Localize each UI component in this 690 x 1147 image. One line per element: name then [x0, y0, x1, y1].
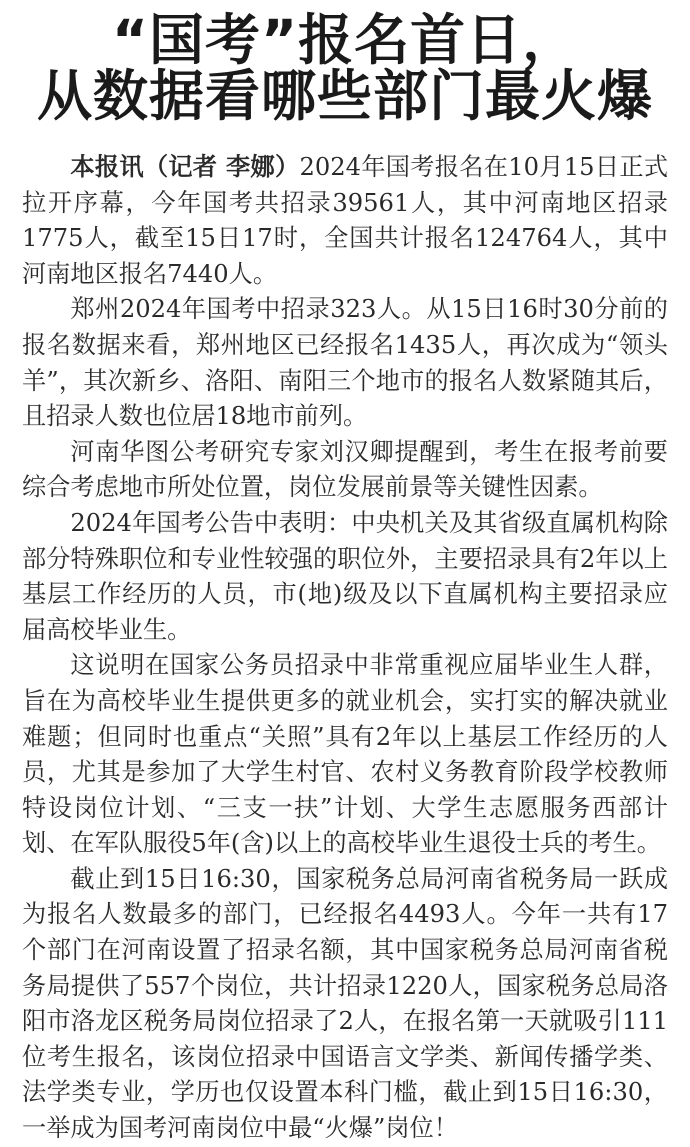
paragraph-3: 河南华图公考研究专家刘汉卿提醒到，考生在报考前要综合考虑地市所处位置，岗位发展前景等关键性因素。	[22, 437, 668, 502]
paragraph-1	[22, 150, 668, 292]
paragraph-5: 这说明在国家公务员招录中非常重视应届毕业生人群，旨在为高校毕业生提供更多的就业机会，实打实的解决就业难题；但同时也重点“关照”具有2年以上基层工作经历的人员，尤其是参加了大学生村官、农村义务教育阶段学校教师特设岗位计划、“三支一扶”计划、大学生志愿服务西部计划、在军队服役5年(含)以上的高校毕业生退役士兵的考生。	[22, 651, 668, 858]
headline-line-2: 从数据看哪些部门最火爆	[36, 64, 653, 128]
paragraph-1-text: 2024年国考报名在10月15日正式拉开序幕，今年国考共招录39561人，其中河南地区招录1775人，截至15日17时，全国共计报名124764人，其中河南地区报名7440人。	[22, 153, 669, 288]
dateline: 本报讯（记者 李娜）	[70, 153, 300, 181]
headline	[0, 0, 690, 128]
paragraph-2: 郑州2024年国考中招录323人。从15日16时30分前的报名数据来看，郑州地区已经报名1435人，再次成为“领头羊”，其次新乡、洛阳、南阳三个地市的报名人数紧随其后，且招录人数也位居18地市前列。	[22, 295, 668, 431]
headline-line-1: “国考”报名首日，	[111, 8, 579, 72]
paragraph-6: 截止到15日16:30，国家税务总局河南省税务局一跃成为报名人数最多的部门，已经报名4493人。今年一共有17个部门在河南设置了招录名额，其中国家税务总局河南省税务局提供了557个岗位，共计招录1220人，国家税务总局洛阳市洛龙区税务局岗位招录了2人，在报名第一天就吸引111位考生报名，该岗位招录中国语言文学类、新闻传播学类、法学类专业，学历也仅设置本科门槛，截止到15日16:30，一举成为国考河南岗位中最“火爆”岗位！	[22, 864, 668, 1143]
paragraph-4: 2024年国考公告中表明：中央机关及其省级直属机构除部分特殊职位和专业性较强的职位外，主要招录具有2年以上基层工作经历的人员，市(地)级及以下直属机构主要招录应届高校毕业生。	[22, 508, 668, 644]
article-body	[22, 150, 668, 1147]
